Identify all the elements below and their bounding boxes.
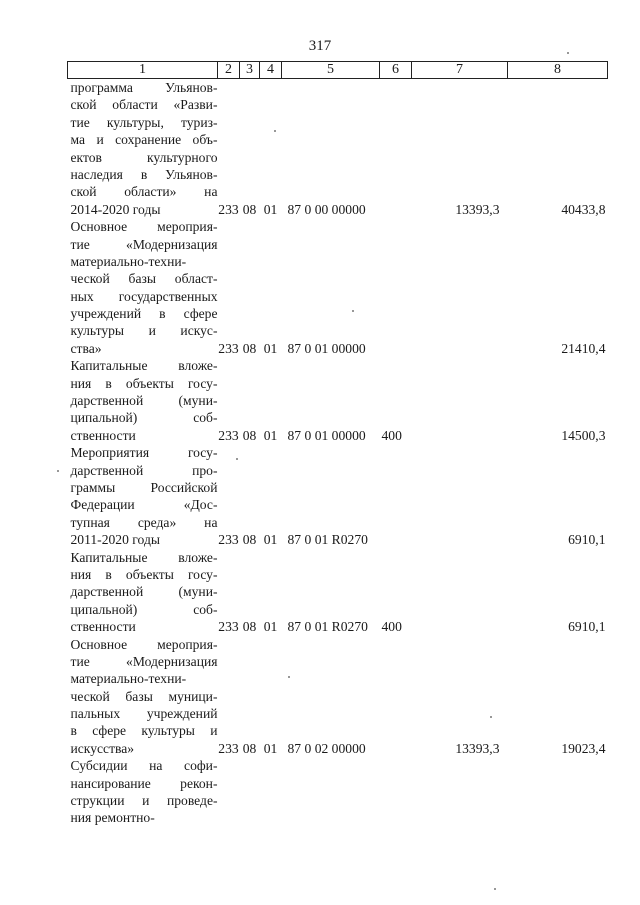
- item-name-line: ственности: [70, 619, 136, 635]
- ministry-code: 233: [218, 427, 239, 443]
- section-code: 08: [242, 340, 257, 356]
- column-header-7: 7: [412, 62, 508, 79]
- item-name-line: нансирование рекон-: [70, 775, 218, 791]
- table-row: [68, 357, 608, 444]
- item-name-line: дарственной (муни-: [70, 584, 218, 600]
- item-name-line: ческой базы муници-: [70, 688, 218, 704]
- amount-column-8: [508, 757, 608, 827]
- item-name-line: материально-техни-: [70, 253, 187, 269]
- ministry-code: 233: [218, 740, 239, 756]
- table-row: [68, 549, 608, 636]
- amount-column-7: [412, 549, 508, 636]
- item-name-line: тие «Модернизация: [70, 236, 218, 252]
- header-row: [68, 62, 608, 79]
- item-name-line: 2011-2020 годы: [70, 532, 160, 548]
- item-name: [68, 636, 218, 758]
- item-name-line: дарственной про-: [70, 462, 218, 478]
- scan-speck: [352, 310, 354, 312]
- section-code: 08: [242, 619, 257, 635]
- item-name-line: Капитальные вложе-: [70, 358, 218, 374]
- item-name-line: граммы Российской: [70, 479, 218, 495]
- ministry-code: 233: [218, 340, 239, 356]
- section-code: 08: [242, 201, 257, 217]
- table-row: [68, 757, 608, 827]
- item-name-line: ской области «Разви-: [70, 97, 218, 113]
- expense-type-code: [380, 218, 412, 357]
- item-name-line: наследия в Ульянов-: [70, 166, 218, 182]
- item-name-line: ственности: [70, 427, 136, 443]
- item-name-line: ской области» на: [70, 184, 218, 200]
- item-name-line: Основное мероприя-: [70, 219, 218, 235]
- expense-type-code: [380, 444, 412, 548]
- subsection-code: 01: [263, 619, 278, 635]
- target-item-code: [282, 757, 380, 827]
- target-item-code: 87 0 01 R0270: [287, 619, 368, 635]
- subsection-code: 01: [263, 740, 278, 756]
- item-name-line: культуры и искус-: [70, 323, 218, 339]
- item-name: [68, 357, 218, 444]
- section-code: [240, 757, 260, 827]
- page-number: 317: [308, 38, 332, 54]
- amount-column-7: 13393,3: [455, 201, 500, 217]
- expense-type-code: [380, 636, 412, 758]
- amount-column-8: 40433,8: [561, 201, 606, 217]
- column-header-8: 8: [508, 62, 608, 79]
- expense-type-code: [380, 757, 412, 827]
- item-name-line: учреждений в сфере: [70, 306, 218, 322]
- table-body: [68, 79, 608, 827]
- amount-column-8: 19023,4: [561, 740, 606, 756]
- subsection-code: 01: [263, 532, 278, 548]
- table-row: [68, 444, 608, 548]
- item-name-line: Капитальные вложе-: [70, 549, 218, 565]
- item-name-line: искусства»: [70, 740, 135, 756]
- column-header-6: 6: [380, 62, 412, 79]
- item-name-line: Федерации «Дос-: [70, 497, 218, 513]
- amount-column-7: [412, 757, 508, 827]
- item-name-line: ния ремонтно-: [70, 810, 155, 826]
- item-name-line: пальных учреждений: [70, 706, 218, 722]
- column-header-5: 5: [282, 62, 380, 79]
- item-name-line: ческой базы област-: [70, 271, 218, 287]
- item-name: [68, 444, 218, 548]
- ministry-code: 233: [218, 201, 239, 217]
- amount-column-7: 13393,3: [455, 740, 500, 756]
- ministry-code: 233: [218, 619, 239, 635]
- scan-speck: [274, 130, 276, 132]
- amount-column-8: 6910,1: [568, 619, 606, 635]
- target-item-code: 87 0 01 00000: [287, 340, 366, 356]
- budget-table: [67, 61, 608, 827]
- scan-speck: [57, 470, 59, 472]
- item-name-line: ципальной) соб-: [70, 601, 218, 617]
- scan-speck: [567, 52, 569, 54]
- item-name-line: тие культуры, туриз-: [70, 114, 218, 130]
- scan-speck: [288, 676, 290, 678]
- target-item-code: 87 0 01 00000: [287, 427, 366, 443]
- item-name-line: ния в объекты госу-: [70, 566, 218, 582]
- item-name-line: дарственной (муни-: [70, 393, 218, 409]
- subsection-code: 01: [263, 201, 278, 217]
- subsection-code: 01: [263, 427, 278, 443]
- item-name-line: ния в объекты госу-: [70, 375, 218, 391]
- item-name-line: тупная среда» на: [70, 514, 218, 530]
- section-code: 08: [242, 427, 257, 443]
- item-name-line: программа Ульянов-: [70, 80, 218, 95]
- expense-type-code: [380, 79, 412, 219]
- item-name-line: тие «Модернизация: [70, 653, 218, 669]
- amount-column-7: [412, 218, 508, 357]
- item-name-line: Мероприятия госу-: [70, 445, 218, 461]
- subsection-code: [260, 757, 282, 827]
- item-name-line: струкции и проведе-: [70, 793, 218, 809]
- amount-column-8: 6910,1: [568, 532, 606, 548]
- section-code: 08: [242, 532, 257, 548]
- scan-speck: [494, 888, 496, 890]
- amount-column-8: 21410,4: [561, 340, 606, 356]
- item-name-line: Субсидии на софи-: [70, 758, 218, 774]
- item-name-line: 2014-2020 годы: [70, 201, 161, 217]
- amount-column-8: 14500,3: [561, 427, 606, 443]
- amount-column-7: [412, 357, 508, 444]
- column-header-2: 2: [218, 62, 240, 79]
- subsection-code: 01: [263, 340, 278, 356]
- item-name-line: Основное мероприя-: [70, 636, 218, 652]
- column-header-4: 4: [260, 62, 282, 79]
- item-name-line: ма и сохранение объ-: [70, 132, 218, 148]
- table-row: [68, 79, 608, 219]
- item-name: [68, 79, 218, 219]
- amount-column-7: [412, 444, 508, 548]
- item-name-line: материально-техни-: [70, 671, 187, 687]
- ministry-code: 233: [218, 532, 239, 548]
- column-header-1: 1: [68, 62, 218, 79]
- section-code: 08: [242, 740, 257, 756]
- item-name-line: ных государственных: [70, 288, 218, 304]
- target-item-code: 87 0 00 00000: [287, 201, 366, 217]
- expense-type-code: 400: [381, 619, 402, 635]
- table-row: [68, 218, 608, 357]
- scan-speck: [490, 716, 492, 718]
- table-row: [68, 636, 608, 758]
- expense-type-code: 400: [381, 427, 402, 443]
- target-item-code: 87 0 01 R0270: [287, 532, 368, 548]
- scan-speck: [236, 458, 238, 460]
- column-header-3: 3: [240, 62, 260, 79]
- item-name: [68, 218, 218, 357]
- ministry-code: [218, 757, 240, 827]
- item-name-line: в сфере культуры и: [70, 723, 218, 739]
- item-name-line: ства»: [70, 340, 102, 356]
- item-name-line: ектов культурного: [70, 149, 218, 165]
- target-item-code: 87 0 02 00000: [287, 740, 366, 756]
- item-name: [68, 757, 218, 827]
- item-name-line: ципальной) соб-: [70, 410, 218, 426]
- item-name: [68, 549, 218, 636]
